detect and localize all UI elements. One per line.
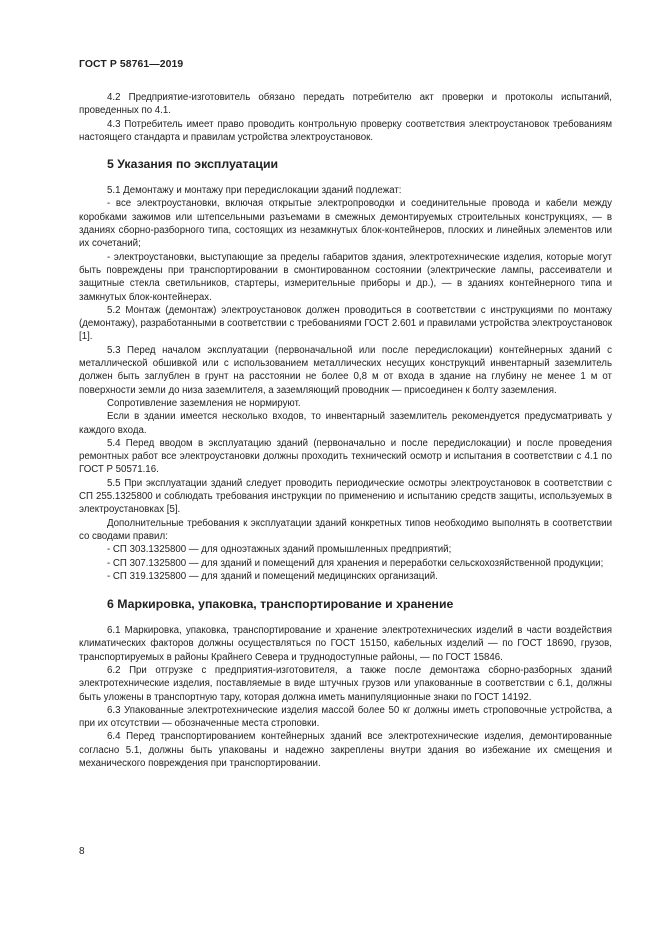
document-header: ГОСТ Р 58761—2019 <box>79 59 184 70</box>
paragraph: Сопротивление заземления не нормируют. <box>107 397 301 409</box>
paragraph: - СП 307.1325800 — для зданий и помещений для хранения и переработки сельскохозяйственной продукции; <box>107 557 604 569</box>
paragraph: 5.5 При эксплуатации зданий следует проводить периодические осмотры электроустановок в соответствии с СП 255.1325800 и соблюдать требования инструкции по применению и испытанию средств защиты, используемых в электроустановках [5]. <box>79 477 612 516</box>
paragraph: - СП 303.1325800 — для одноэтажных зданий промышленных предприятий; <box>107 544 452 556</box>
paragraph: 6.1 Маркировка, упаковка, транспортирование и хранение электротехнических изделий в части воздействия климатических факторов должны осуществляться по ГОСТ 15150, кабельных изделий — по ГОСТ 18690, грузов, транспортируемых в районы Крайнего Севера и труднодоступные районы, — по ГОСТ 15846. <box>79 625 612 663</box>
paragraph: 5.3 Перед началом эксплуатации (первоначальной или после передислокации) контейнерных зданий с металлической обшивкой или с использованием металлических несущих конструкций инвентарный заземлитель должен быть заглублен в грунт на расстоянии не более 0,8 м от входа в здание на глубину не менее 1 м от поверхности земли до низа заземлителя, а заземляющий проводник — присоединен к болту заземления. <box>79 344 612 396</box>
paragraph: 5.2 Монтаж (демонтаж) электроустановок должен проводиться в соответствии с инструкциями по монтажу (демонтажу), разработанными в соответствии с требованиями ГОСТ 2.601 и правилами устройства электроустановок [1]. <box>79 304 612 343</box>
paragraph: Дополнительные требования к эксплуатации зданий конкретных типов необходимо выполнять в соответствии со сводами правил: <box>79 517 612 542</box>
paragraph: 5.1 Демонтажу и монтажу при передислокации зданий подлежат: <box>107 185 402 197</box>
paragraph: 6.3 Упакованные электротехнические изделия массой более 50 кг должны иметь строповочные устройства, а при их отсутствии — обозначенные места строповки. <box>79 704 612 730</box>
paragraph: Если в здании имеется несколько входов, то инвентарный заземлитель рекомендуется предусматривать у каждого входа. <box>79 411 612 436</box>
paragraph: - электроустановки, выступающие за пределы габаритов здания, электротехнические изделия, которые могут быть повреждены при транспортировании в смонтированном состоянии (электрические лампы, рассеиватели и защитные стекла светильников, стартеры, измерительные приборы и др.), — в зданиях контейнерного типа и замкнутых блок-контейнерах. <box>79 251 612 303</box>
paragraph: - все электроустановки, включая открытые электропроводки и соединительные провода и кабели между коробками зажимов или штепсельными разъемами в смежных демонтируемых строительных конструкциях, — в зданиях сборно-разборного типа, состоящих из незамкнутых блок-контейнеров, плоских и линейных элементов или их сочетаний; <box>79 198 612 250</box>
paragraph: 6.2 При отгрузке с предприятия-изготовителя, а также после демонтажа сборно-разборных зданий электротехнические изделия, поставляемые в виде штучных грузов или упакованные в соответствии с 6.1, должны быть уложены в транспортную тару, которая должна иметь манипуляционные знаки по ГОСТ 14192. <box>79 664 612 703</box>
page-number: 8 <box>79 846 85 857</box>
document-body <box>79 91 612 770</box>
section-heading: 6 Маркировка, упаковка, транспортирование и хранение <box>107 597 454 612</box>
paragraph: 4.2 Предприятие-изготовитель обязано передать потребителю акт проверки и протоколы испытаний, проведенных по 4.1. <box>79 92 612 117</box>
paragraph: 5.4 Перед вводом в эксплуатацию зданий (первоначально и после передислокации) и после проведения ремонтных работ все электроустановки должны проходить технический осмотр и испытания в соответствии с 4.1 по ГОСТ Р 50571.16. <box>79 437 612 476</box>
paragraph: 4.3 Потребитель имеет право проводить контрольную проверку соответствия электроустановок требованиям настоящего стандарта и правилам устройства электроустановок. <box>79 118 612 143</box>
paragraph: 6.4 Перед транспортированием контейнерных зданий все электротехнические изделия, демонтированные согласно 5.1, должны быть упакованы и надежно закреплены внутри здания во избежание их смещения и механического повреждения при транспортировании. <box>79 731 612 770</box>
paragraph: - СП 319.1325800 — для зданий и помещений медицинских организаций. <box>107 570 438 582</box>
section-heading: 5 Указания по эксплуатации <box>107 157 279 172</box>
